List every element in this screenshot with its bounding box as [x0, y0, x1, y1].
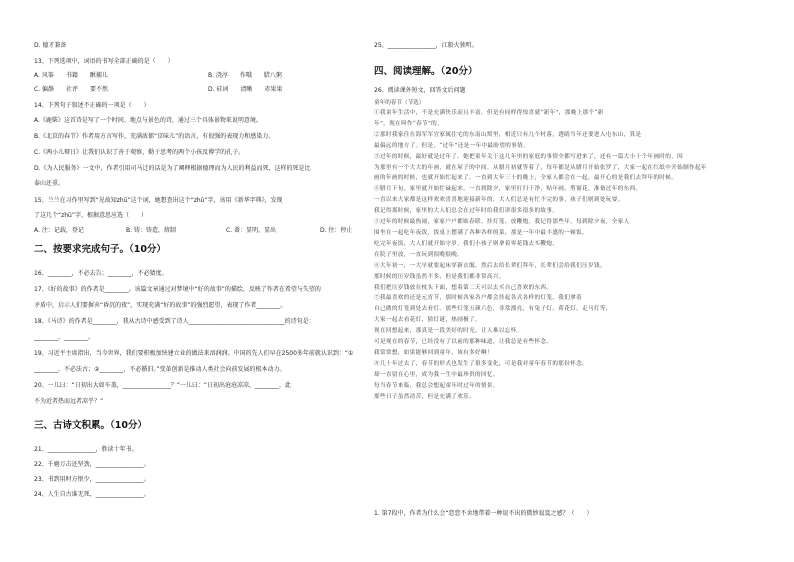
q20-line1: 20、一儿曰：“日初出大如车盖，________________？”一儿曰：“日初出沧沧凉凉，________，此 [34, 382, 291, 389]
passage-p3-line3: 画的年画的时候，也就开始忙起来了。一直到大年三十的晚上，全家人都会在一起，最开心的是我们去拜年的时候。 [374, 175, 678, 182]
q15-stem-line2: 了这几个“zhū”字，根据意思应选（ ） [34, 212, 147, 219]
passage-p8-line1: ⑧几十年过去了，春节的形式也发生了很多变化，可是我对童年春节的那份怀念， [374, 360, 588, 367]
passage-p5-line2: 围坐在一起吃年夜饭，饭桌上摆满了各种各样的菜，那是一年中最丰盛的一顿饭。 [374, 229, 588, 236]
reading-passage [374, 108, 766, 402]
q23: 23、书到用时方恨少，________________。 [34, 476, 150, 483]
passage-p7-line4: 现在回想起来，那真是一段美好的时光，让人难以忘怀。 [374, 328, 523, 335]
q22: 22、千磨万击还坚劲，________________。 [34, 461, 150, 468]
q15-option-b: B. 铸：铸造，熔制 [126, 227, 176, 234]
section-2-heading: 二、按要求完成句子。（10分） [34, 244, 166, 255]
passage-p8-line4: 那些日子虽然清苦，但是充满了欢乐。 [374, 393, 476, 400]
passage-p7-line2: 自己做的灯笼到处去看灯。那些灯笼五颜六色，非常漂亮，有兔子灯、荷花灯、走马灯等， [374, 306, 612, 313]
passage-p6-line2: 那时候的压岁钱虽然不多，但是我们都非常高兴。 [374, 273, 505, 280]
q14-option-b: B.《北京的春节》作者用方言写作，充满浓郁“京味儿”的语言，有很强的表现力和感染力。 [34, 133, 275, 140]
passage-p5-line3: 吃完年夜饭，大人们就开始守岁，我们小孩子则拿着零花钱去买鞭炮， [374, 240, 559, 247]
q19-line2: ________，不必法古；②________，不必循旧。”变革创新是推动人类社会向前发展的根本动力。 [34, 366, 286, 373]
q21: 21、________________，胜读十年书。 [34, 446, 138, 453]
passage-p7-line5: 可是现在的春节，已经没有了以前的那种味道，让我总是有些怀念。 [374, 339, 553, 346]
q25: 25、________________，江船火独明。 [374, 42, 478, 49]
passage-title: 童年的春节（节选） [374, 100, 425, 106]
reading-question-1: 1. 第7段中，作者为什么会“恋恋不舍地带着一种说不出的微妙寂寞之感？（ ） [374, 510, 593, 517]
passage-p6-line3: 我们把压岁钱放在枕头下面，想着第二天可以去买自己喜欢的东西。 [374, 284, 553, 291]
passage-p1-line1: ①我童年生活中，不是充满快乐而且丰富，但是有同样得惊喜就“新年”，那晚上那个“新 [374, 110, 604, 116]
q16: 16、________，不必去告；________，不必猜度。 [34, 270, 168, 277]
q13-option-a: A. 风筝 书籍 瞅捕儿 [34, 72, 108, 79]
passage-p7-line1: ⑦我最喜欢的还是元宵节，那时候各家各户都会挂起各式各样的灯笼，我们拿着 [374, 295, 583, 302]
passage-p4-line2: 一直以来大家都是这样欢欢喜喜地迎接新年的，大人们总是有忙不完的事，孩子们则到处玩耍。 [374, 197, 624, 204]
q15-option-c: C. 著：显明，显出 [226, 227, 277, 234]
passage-p4-line3: 我记得那时候，家里的大人们总会在过年时给我们讲很多很多的故事。 [374, 208, 559, 215]
q13-option-c: C. 偏静 社评 要不然 [34, 86, 109, 93]
passage-p2-line2: 最偏远的地方了。但是，“过年”还是一年中最盼望的事情。 [374, 142, 530, 149]
q18-line2: ________，________。 [34, 334, 95, 341]
passage-p5-line1: ⑤过年的时候最热闹，家家户户都贴春联、挂灯笼、放鞭炮。我记得那些年，每到除夕夜，全家人 [374, 219, 630, 226]
passage-p7-line6: 我常常想，如果能够回到童年，该有多好啊！ [374, 349, 493, 356]
q14-option-d-line2: 泰山还重。 [34, 180, 65, 187]
q17-line2: 矛盾中，启示人们要摒弃“昏沉的夜”，实现充满“好的故事”的强烈愿望，表现了作者________。 [34, 302, 287, 309]
passage-p6-line1: ⑥大年初一，一大早就要起床穿新衣服，然后去给长辈们拜年，长辈们会给我们压岁钱。 [374, 262, 606, 269]
q13-option-b: B. 浇淳 作哦 腊八粥 [208, 72, 282, 79]
q15-option-d: D. 住：停止 [320, 227, 353, 234]
q14-option-c: C.《两小儿辩日》让我们认识了善于观察，勤于思考的两个小孩及博学的孔子。 [34, 149, 245, 156]
passage-p4-line1: ④腊月下旬，家里就开始忙碌起来，一直到除夕，家里打扫干净，贴年画、剪窗花，准备过年的东西。 [374, 186, 642, 193]
passage-p8-line3: 每当春节来临，我总会想起童年时过年的情景。 [374, 382, 499, 389]
q14-stem: 14、下列句子叙述不正确的一项是（ ） [34, 102, 150, 109]
q12-option-d: D. 德才兼备 [34, 42, 67, 49]
passage-p5-line4: 在院子里放，一直玩到很晚很晚。 [374, 251, 464, 258]
section-3-heading: 三、古诗文积累。（10分） [34, 420, 147, 431]
q15-stem-line1: 15、兰兰在习作里写到“见故知zhū”这个词，她想查出这个“zhū”字，该用《新华字典》，发现 [34, 197, 283, 204]
q13-option-d: D. 硅词 清晰 赤果果 [208, 86, 283, 93]
passage-p2-line1: ②那时我家住在海军军官家属住宅的东南山窝里，相近只有几个村落，透睛当年还要进入屯东山，算是 [374, 131, 642, 138]
q14-option-a: A.《鹿柴》这首诗是写了一个时间、地点与景色的诗，通过三个具体景物来说明意境。 [34, 117, 262, 124]
passage-p1-line2: 年”，现在叫作“春节”的。 [374, 120, 444, 127]
q18-line1: 18、《马诗》的作者是________，我从古诗中感受到了诗人________________________________的诗句是： [34, 318, 315, 325]
q24: 24、人生自古谁无死，________________。 [34, 491, 150, 498]
q19-line1: 19、习近平主席指出，当今世界，我们要积极加快建立业的做法来溶润润。中国的先人们早在2500多年前就认识到：“① [34, 350, 354, 357]
q14-option-d-line1: D.《为人民服务》一文中，作者引用司马迁的话是为了阐释根据德理而为人民的利益而死，这样的死是比 [34, 165, 311, 172]
passage-p3-line1: ③过年的时候，最好就是过年了。她把童年关于这几年里的家庭的事情全都写进来了，还有一篇大小十个年画时的，因 [374, 153, 684, 160]
passage-p8-line2: 却一直留在心里，成为我一生中最珍贵的回忆。 [374, 371, 499, 378]
passage-p7-line3: 大家一起去看花灯、猜灯谜，热闹极了。 [374, 317, 481, 324]
passage-p3-line2: 为那里有一个大大的年画，就在屋子的中间。从腊月初就等着了，每年都是从腊月开始张罗了，大家一起在红纸中开始制作起年 [374, 164, 707, 171]
q26-stem: 26、阅读课外短文，回答文后问题 [374, 87, 466, 94]
q20-line2: 不为近者热而远者凉乎？” [34, 398, 104, 405]
q15-option-a: A. 注：记载，登记 [34, 227, 84, 234]
section-4-heading: 四、阅读理解。（20分） [374, 66, 478, 77]
q13-stem: 13、下列选项中，词语的书写全部正确的是（ ） [34, 58, 174, 65]
q17-line1: 17、《好的故事》的作者是________。该篇文章通过对梦境中“好的故事”的描绘，反映了作者在希望与失望的 [34, 286, 321, 293]
